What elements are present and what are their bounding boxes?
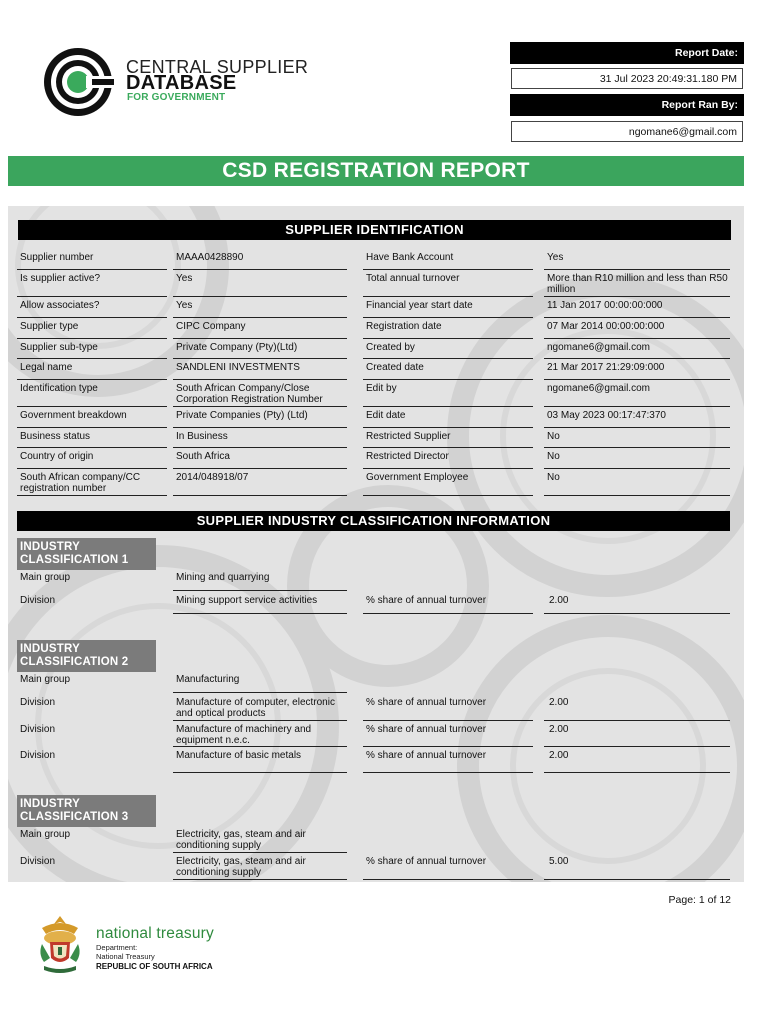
page-number: Page: 1 of 12 [668, 894, 731, 906]
ident-label: Created by [363, 339, 533, 359]
main-group-label: Main group [20, 572, 71, 583]
ident-value: 21 Mar 2017 21:29:09:000 [544, 359, 730, 380]
ident-label: Identification type [17, 380, 167, 407]
division-label: Division [20, 697, 56, 708]
division-label: Division [20, 856, 56, 867]
ident-label: South African company/CC registration number [17, 469, 167, 496]
report-ran-by-value: ngomane6@gmail.com [511, 121, 743, 142]
ident-label: Business status [17, 428, 167, 448]
ident-value: No [544, 448, 730, 469]
national-treasury-name: national treasury [96, 925, 214, 942]
department-name: National Treasury [96, 951, 155, 961]
ident-value: South African Company/Close Corporation Registration Number [173, 380, 347, 407]
ident-label: Created date [363, 359, 533, 380]
ident-value: More than R10 million and less than R50 million [544, 270, 730, 297]
industry-classification-label: INDUSTRY CLASSIFICATION 2 [17, 640, 156, 672]
share-label: % share of annual turnover [363, 721, 533, 747]
brand-line-3: FOR GOVERNMENT [127, 92, 226, 103]
ident-value: No [544, 428, 730, 448]
ident-label: Total annual turnover [363, 270, 533, 297]
main-group-value: Manufacturing [173, 671, 347, 693]
brand-line-1: CENTRAL SUPPLIER [126, 57, 309, 77]
share-value: 5.00 [544, 853, 730, 880]
brand-line-2: DATABASE [126, 72, 237, 94]
share-value: 2.00 [544, 721, 730, 747]
ident-label: Government Employee [363, 469, 533, 496]
ident-label: Is supplier active? [17, 270, 167, 297]
sa-coat-of-arms-icon [36, 914, 84, 976]
ident-value: Yes [544, 249, 730, 270]
ident-value: Yes [173, 297, 347, 318]
industry-classification-label: INDUSTRY CLASSIFICATION 1 [17, 538, 156, 570]
ident-label: Edit by [363, 380, 533, 407]
report-ran-by-label: Report Ran By: [510, 94, 744, 116]
report-body-panel [8, 206, 744, 882]
main-group-value: Electricity, gas, steam and air conditioning supply [173, 826, 347, 853]
ident-label: Registration date [363, 318, 533, 339]
division-value: Manufacture of machinery and equipment n.e.c. [173, 721, 347, 747]
report-title: CSD REGISTRATION REPORT [8, 156, 744, 186]
division-value: Mining support service activities [173, 592, 347, 614]
ident-value: Private Company (Pty)(Ltd) [173, 339, 347, 359]
ident-label: Supplier number [17, 249, 167, 270]
ident-label: Legal name [17, 359, 167, 380]
supplier-identification-heading: SUPPLIER IDENTIFICATION [18, 220, 731, 240]
division-value: Manufacture of basic metals [173, 747, 347, 773]
share-label: % share of annual turnover [363, 592, 533, 614]
csd-logo-icon [42, 46, 114, 118]
share-label: % share of annual turnover [363, 694, 533, 721]
share-label: % share of annual turnover [363, 853, 533, 880]
main-group-label: Main group [20, 674, 71, 685]
main-group-label: Main group [20, 829, 71, 840]
ident-value: ngomane6@gmail.com [544, 380, 730, 407]
ident-value: 2014/048918/07 [173, 469, 347, 496]
ident-label: Country of origin [17, 448, 167, 469]
ident-label: Allow associates? [17, 297, 167, 318]
ident-value: SANDLENI INVESTMENTS [173, 359, 347, 380]
division-value: Manufacture of computer, electronic and optical products [173, 694, 347, 721]
main-group-value: Mining and quarrying [173, 569, 347, 591]
ident-label: Supplier sub-type [17, 339, 167, 359]
division-label: Division [20, 595, 56, 606]
report-date-value: 31 Jul 2023 20:49:31.180 PM [511, 68, 743, 89]
ident-value: CIPC Company [173, 318, 347, 339]
ident-value: In Business [173, 428, 347, 448]
ident-value: South Africa [173, 448, 347, 469]
division-value: Electricity, gas, steam and air conditioning supply [173, 853, 347, 880]
industry-classification-label: INDUSTRY CLASSIFICATION 3 [17, 795, 156, 827]
report-date-label: Report Date: [510, 42, 744, 64]
ident-label: Government breakdown [17, 407, 167, 428]
ident-label: Financial year start date [363, 297, 533, 318]
share-label: % share of annual turnover [363, 747, 533, 773]
share-value: 2.00 [544, 694, 730, 721]
ident-value: No [544, 469, 730, 496]
ident-value: Yes [173, 270, 347, 297]
country-name: REPUBLIC OF SOUTH AFRICA [96, 962, 213, 971]
division-label: Division [20, 724, 56, 735]
ident-value: 11 Jan 2017 00:00:00:000 [544, 297, 730, 318]
ident-label: Have Bank Account [363, 249, 533, 270]
ident-value: ngomane6@gmail.com [544, 339, 730, 359]
ident-value: MAAA0428890 [173, 249, 347, 270]
ident-label: Edit date [363, 407, 533, 428]
department-label: Department: [96, 943, 138, 952]
ident-label: Supplier type [17, 318, 167, 339]
ident-value: 03 May 2023 00:17:47:370 [544, 407, 730, 428]
division-label: Division [20, 750, 56, 761]
ident-value: 07 Mar 2014 00:00:00:000 [544, 318, 730, 339]
ident-label: Restricted Supplier [363, 428, 533, 448]
industry-classification-heading: SUPPLIER INDUSTRY CLASSIFICATION INFORMATION [17, 511, 730, 531]
share-value: 2.00 [544, 747, 730, 773]
department-text [96, 944, 155, 961]
ident-value: Private Companies (Pty) (Ltd) [173, 407, 347, 428]
share-value: 2.00 [544, 592, 730, 614]
ident-label: Restricted Director [363, 448, 533, 469]
